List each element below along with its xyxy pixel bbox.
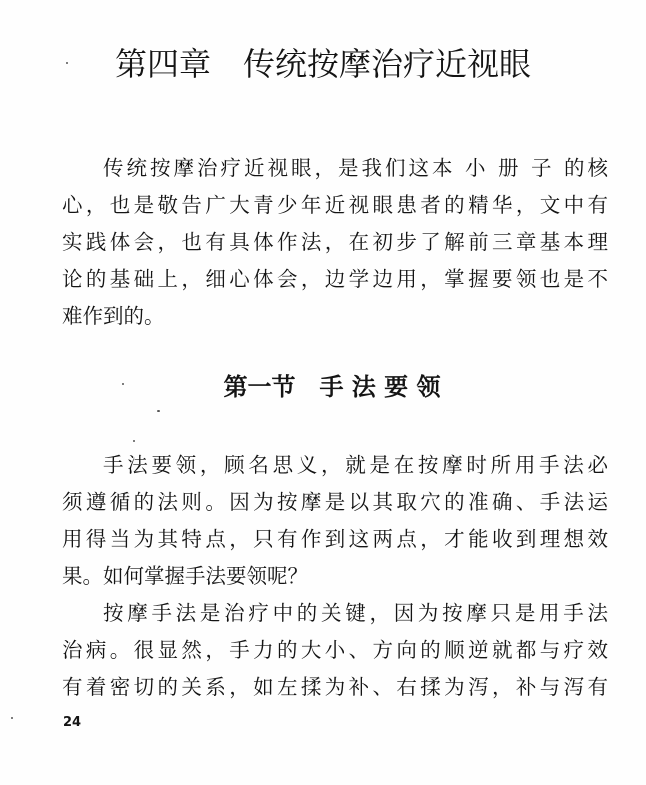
- paragraph-line: 论的基础上，细心体会，边学边用，掌握要领也是不: [62, 267, 608, 291]
- page-number: 24: [63, 715, 82, 730]
- paragraph-line: 治病。很显然，手力的大小、方向的顺逆就都与疗效: [62, 638, 608, 662]
- scan-speck: [157, 410, 160, 412]
- paragraph-line: 手法要领，顾名思义，就是在按摩时所用手法必: [103, 453, 608, 477]
- scan-speck: [133, 440, 135, 442]
- scan-speck: [66, 62, 68, 64]
- paragraph-line: 有着密切的关系，如左揉为补、右揉为泻，补与泻有: [62, 675, 608, 699]
- section-title: 第一节 手 法 要 领: [223, 373, 441, 401]
- paragraph-line: 心，也是敬告广大青少年近视眼患者的精华，文中有: [62, 193, 608, 217]
- paragraph-line: 传统按摩治疗近视眼，是我们这本 小 册 子 的核: [103, 156, 608, 180]
- paragraph-line: 用得当为其特点，只有作到这两点，才能收到理想效: [62, 527, 608, 551]
- paragraph-line: 须遵循的法则。因为按摩是以其取穴的准确、手法运: [62, 490, 608, 514]
- intro-paragraph: [62, 150, 608, 335]
- body-paragraph-2: [62, 595, 608, 706]
- paragraph-line: 果。如何掌握手法要领呢？: [62, 564, 308, 588]
- paragraph-line: 实践体会，也有具体作法，在初步了解前三章基本理: [62, 230, 608, 254]
- scan-speck: [11, 717, 13, 719]
- body-paragraph-1: [62, 447, 608, 595]
- paragraph-line: 难作到的。: [62, 304, 165, 328]
- paragraph-line: 按摩手法是治疗中的关键，因为按摩只是用手法: [103, 601, 608, 625]
- chapter-title: 第四章 传统按摩治疗近视眼: [114, 45, 531, 83]
- scan-speck: [122, 383, 124, 385]
